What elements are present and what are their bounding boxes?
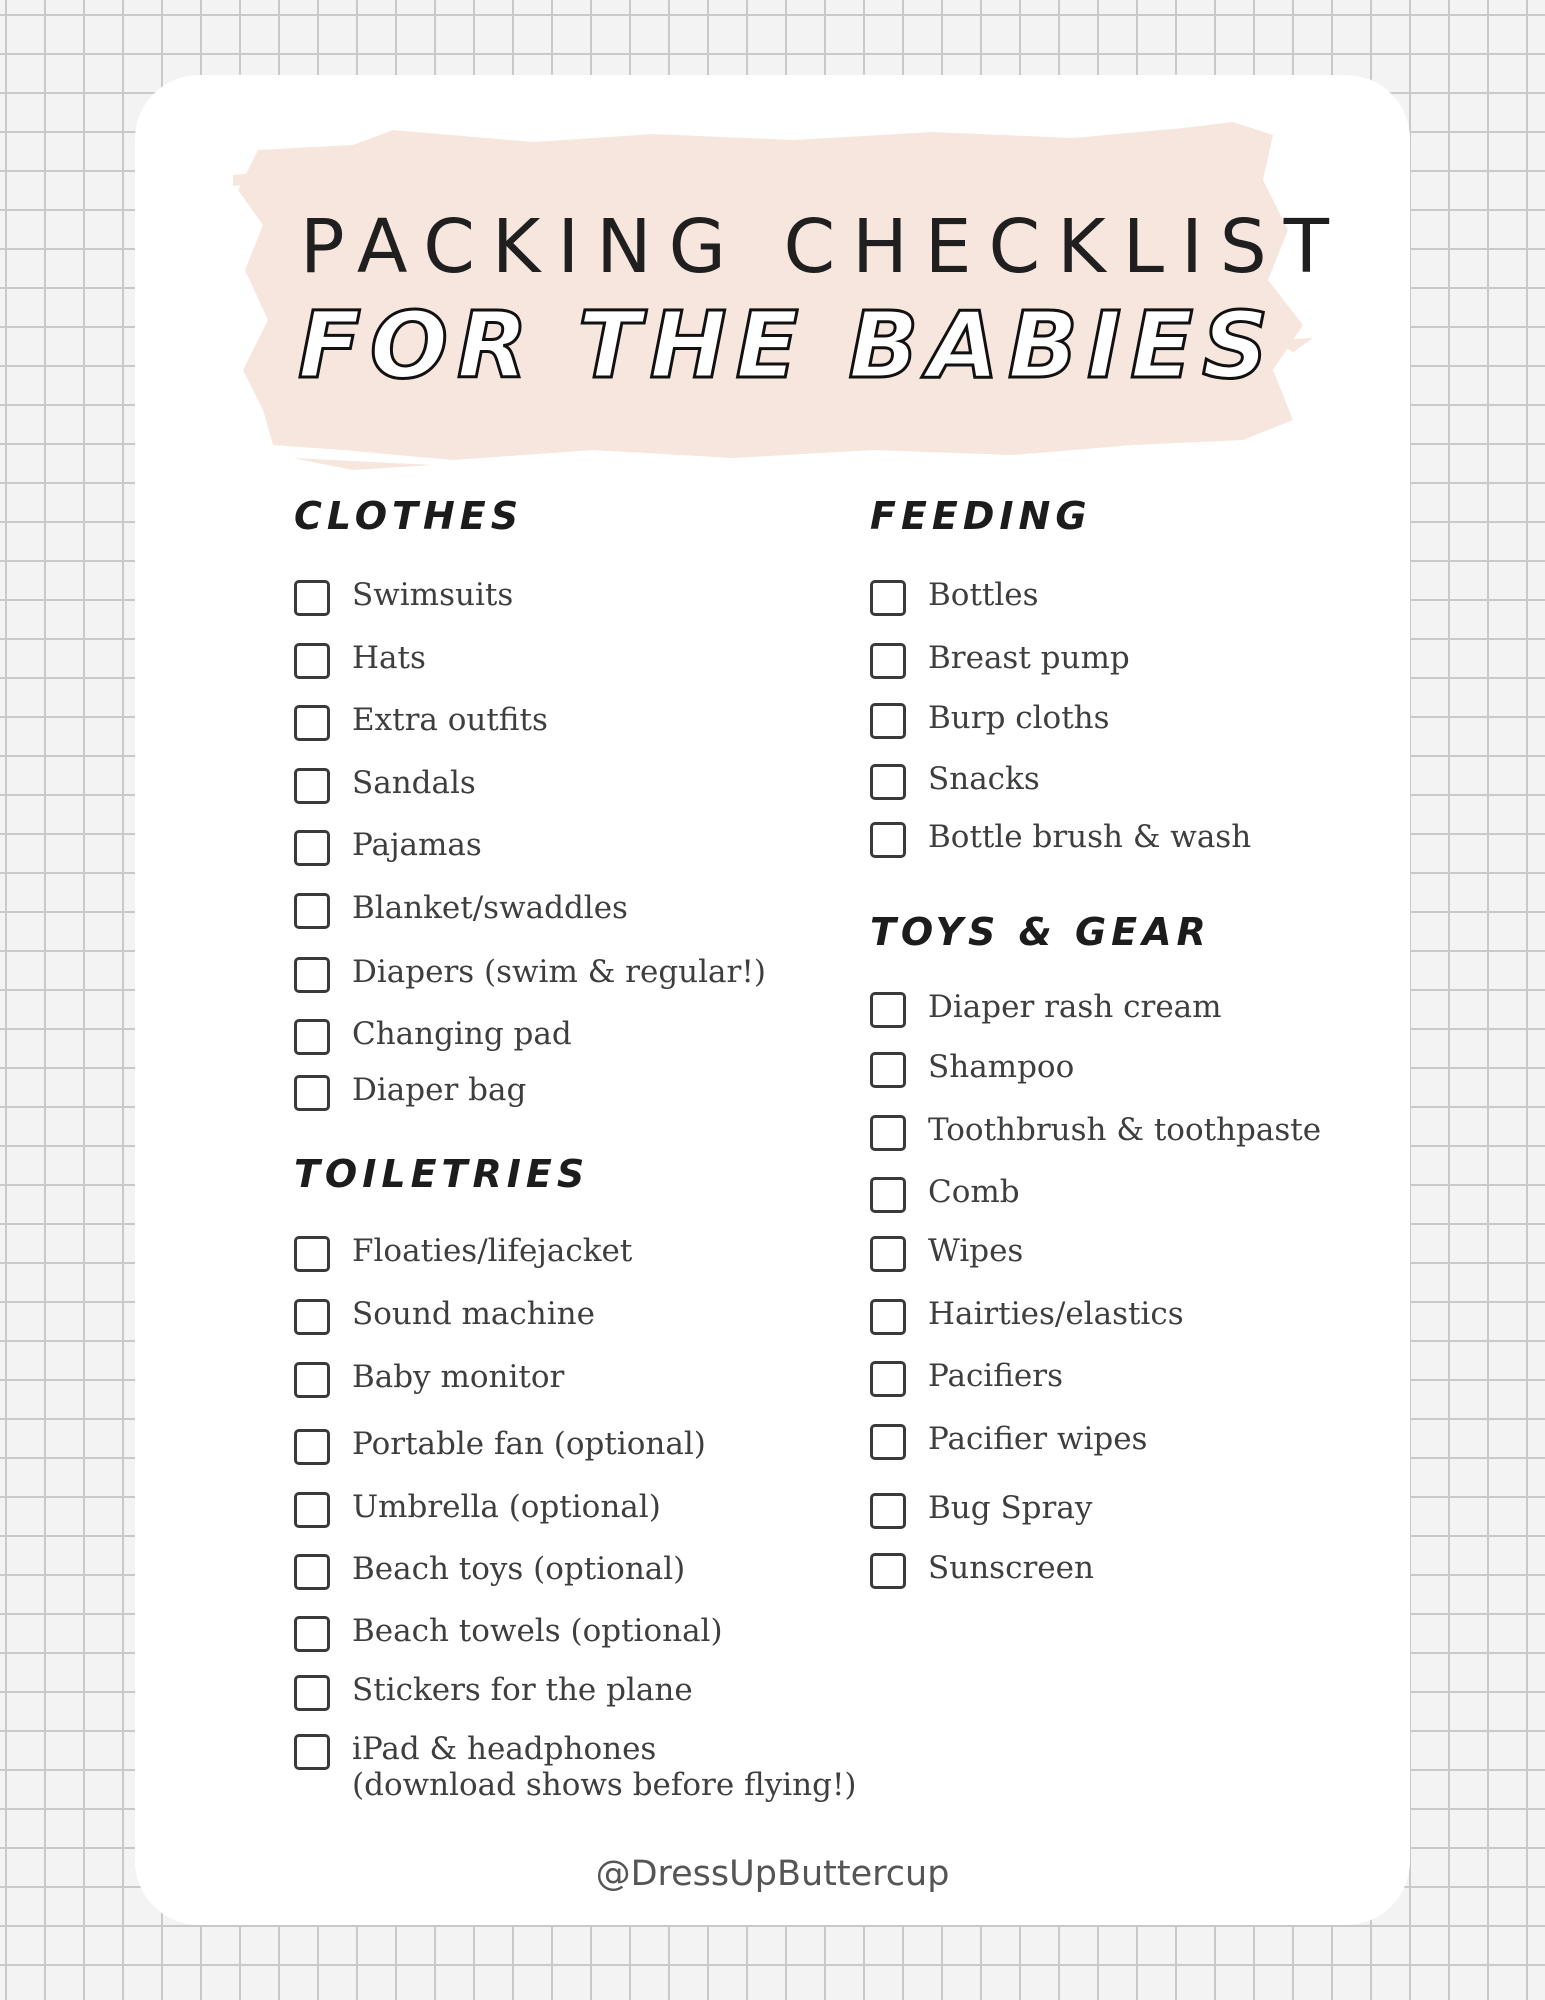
checkbox[interactable] xyxy=(294,1429,330,1465)
checkbox[interactable] xyxy=(294,580,330,616)
checkbox[interactable] xyxy=(294,1492,330,1528)
checkbox[interactable] xyxy=(294,768,330,804)
item-label: Bottle brush & wash xyxy=(928,819,1252,855)
checkbox[interactable] xyxy=(870,992,906,1028)
item-label: Pacifier wipes xyxy=(928,1421,1148,1457)
item-note: (download shows before flying!) xyxy=(352,1767,857,1803)
item-label: Diaper rash cream xyxy=(928,989,1222,1025)
item-label: Wipes xyxy=(928,1233,1024,1269)
item-label: Shampoo xyxy=(928,1049,1075,1085)
checkbox[interactable] xyxy=(870,1115,906,1151)
checkbox[interactable] xyxy=(294,1075,330,1111)
item-label: Extra outfits xyxy=(352,702,548,738)
item-label: Pajamas xyxy=(352,827,482,863)
item-label: Swimsuits xyxy=(352,577,514,613)
title-line-1: PACKING CHECKLIST xyxy=(300,204,1346,290)
checkbox[interactable] xyxy=(870,643,906,679)
checkbox[interactable] xyxy=(870,580,906,616)
item-label: Stickers for the plane xyxy=(352,1672,693,1708)
checkbox[interactable] xyxy=(294,1236,330,1272)
checkbox[interactable] xyxy=(870,1553,906,1589)
item-label: Sandals xyxy=(352,765,476,801)
checkbox[interactable] xyxy=(870,1177,906,1213)
checkbox[interactable] xyxy=(870,703,906,739)
checkbox[interactable] xyxy=(870,1236,906,1272)
title-line-2: FOR THE BABIES xyxy=(298,292,1278,399)
item-label: Blanket/swaddles xyxy=(352,890,628,926)
item-label: Beach towels (optional) xyxy=(352,1613,723,1649)
checkbox[interactable] xyxy=(294,1675,330,1711)
checkbox[interactable] xyxy=(294,1362,330,1398)
checkbox[interactable] xyxy=(870,764,906,800)
item-label: Changing pad xyxy=(352,1016,572,1052)
checkbox[interactable] xyxy=(294,957,330,993)
item-label: Pacifiers xyxy=(928,1358,1063,1394)
item-label: Bug Spray xyxy=(928,1490,1093,1526)
footer-handle: @DressUpButtercup xyxy=(595,1854,950,1894)
item-label: Bottles xyxy=(928,577,1039,613)
item-label-line: iPad & headphones xyxy=(352,1731,657,1767)
section-title-toys-gear: TOYS & GEAR xyxy=(870,910,1211,954)
checkbox[interactable] xyxy=(294,1299,330,1335)
item-label: Portable fan (optional) xyxy=(352,1426,706,1462)
item-label: Sound machine xyxy=(352,1296,595,1332)
item-label: Toothbrush & toothpaste xyxy=(928,1112,1322,1148)
item-label: Snacks xyxy=(928,761,1040,797)
item-label: Floaties/lifejacket xyxy=(352,1233,633,1269)
item-label: Baby monitor xyxy=(352,1359,565,1395)
checkbox[interactable] xyxy=(870,1052,906,1088)
item-label: Hairties/elastics xyxy=(928,1296,1184,1332)
item-label: Diaper bag xyxy=(352,1072,527,1108)
item-label: Burp cloths xyxy=(928,700,1110,736)
section-title-clothes: CLOTHES xyxy=(294,494,524,538)
item-label: Beach toys (optional) xyxy=(352,1551,686,1587)
checkbox[interactable] xyxy=(294,1019,330,1055)
item-label: Umbrella (optional) xyxy=(352,1489,661,1525)
checkbox[interactable] xyxy=(294,1554,330,1590)
checkbox[interactable] xyxy=(870,822,906,858)
checkbox[interactable] xyxy=(294,643,330,679)
checkbox[interactable] xyxy=(870,1299,906,1335)
checkbox[interactable] xyxy=(870,1361,906,1397)
item-label: Breast pump xyxy=(928,640,1130,676)
item-label: Comb xyxy=(928,1174,1020,1210)
checkbox[interactable] xyxy=(294,1616,330,1652)
checkbox[interactable] xyxy=(870,1424,906,1460)
section-title-feeding: FEEDING xyxy=(870,494,1092,538)
checkbox[interactable] xyxy=(294,893,330,929)
item-label: Sunscreen xyxy=(928,1550,1094,1586)
checkbox[interactable] xyxy=(870,1493,906,1529)
checkbox[interactable] xyxy=(294,1734,330,1770)
item-label: Hats xyxy=(352,640,426,676)
checkbox[interactable] xyxy=(294,705,330,741)
item-label xyxy=(352,1731,857,1803)
checkbox[interactable] xyxy=(294,830,330,866)
section-title-toiletries: TOILETRIES xyxy=(294,1152,590,1196)
item-label: Diapers (swim & regular!) xyxy=(352,954,766,990)
